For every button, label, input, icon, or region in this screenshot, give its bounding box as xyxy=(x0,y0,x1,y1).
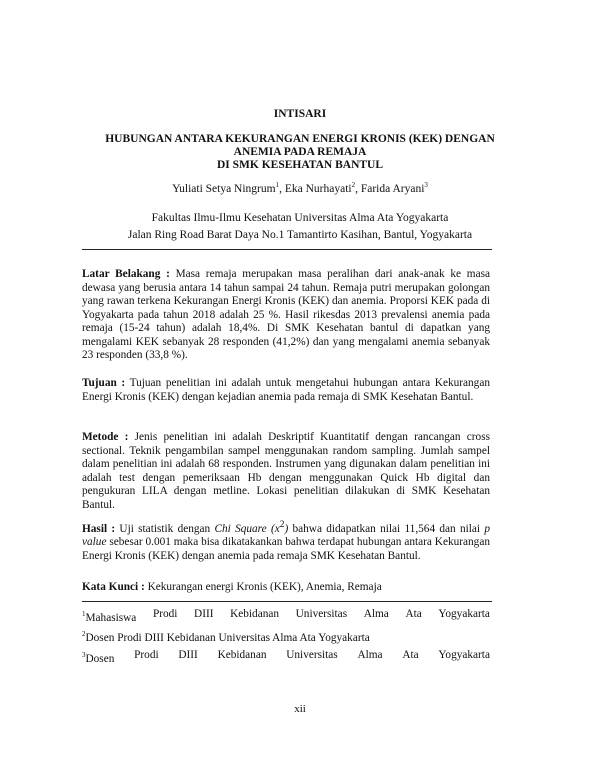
author-2: Eka Nurhayati xyxy=(284,182,352,195)
author-sep-2: , xyxy=(355,182,361,195)
footnote-2 xyxy=(82,628,490,645)
heading: INTISARI xyxy=(273,108,327,120)
hasil-text-3: sebesar 0.001 maka bisa dikatakankan bahwa terdapat hubungan antara Kekurangan Energi Kronis (KEK) dengan anemia pada remaja SMK Kesehatan Bantul. xyxy=(82,536,490,562)
top-divider xyxy=(82,249,492,250)
hasil-pvalue: p value xyxy=(82,522,490,549)
footnote-3-sup: 3 xyxy=(82,650,86,659)
title-line-1: HUBUNGAN ANTARA KEKURANGAN ENERGI KRONIS (KEK) DENGAN xyxy=(105,133,495,145)
footnote-3-word: DIII xyxy=(178,648,198,661)
footnote-3-word: Alma xyxy=(357,648,383,661)
footnote-3-word: Universitas xyxy=(286,648,338,661)
title-line-3: DI SMK KESEHATAN BANTUL xyxy=(216,159,384,171)
authors xyxy=(0,181,600,195)
footnote-divider xyxy=(82,601,492,602)
page-number: xii xyxy=(294,703,306,715)
footnote-2-sup: 2 xyxy=(82,630,86,639)
footnote-1-word: Universitas xyxy=(295,608,348,620)
kata-kunci-label: Kata Kunci : xyxy=(82,581,145,593)
latar-label: Latar Belakang : xyxy=(82,268,170,280)
footnote-2-text: Dosen Prodi DIII Kebidanan Universitas Alma Ata Yogyakarta xyxy=(85,632,370,645)
author-2-sup: 2 xyxy=(351,181,356,189)
section-latar-belakang xyxy=(82,268,490,363)
metode-label: Metode : xyxy=(82,431,129,443)
hasil-chi-close: ) xyxy=(284,522,289,535)
hasil-chi: Chi Square xyxy=(214,522,267,535)
section-tujuan xyxy=(82,377,490,404)
affiliation-line-1: Fakultas Ilmu-Ilmu Kesehatan Universitas Alma Ata Yogyakarta xyxy=(151,212,449,224)
latar-text: Masa remaja merupakan masa peralihan dari anak-anak ke masa dewasa yang berusia antara 14 tahun sampai 24 tahun. Remaja putri merupakan golongan yang rawan terkena Kekurangan Energi Kronis (KEK) dan anemia. Proporsi KEK pada di Yogyakarta pada tahun 2018 adalah 25 %. Hasil rikesdas 2013 prevalensi anemia pada remaja (15-24 tahun) adalah 18,4%. Di SMK Kesehatan bantul di dapatkan yang mengalami KEK sebanyak 28 responden (41,2%) dan yang mengalami anemia sebanyak 23 responden (33,8 %). xyxy=(82,268,491,361)
footnote-1-word: Alma xyxy=(363,608,389,620)
footnote-3-word: Ata xyxy=(402,648,419,661)
section-metode xyxy=(82,431,490,512)
footnote-1-word: Ata xyxy=(405,608,422,620)
tujuan-label: Tujuan : xyxy=(82,377,126,389)
footnote-1-word: Mahasiswa xyxy=(85,611,137,624)
kata-kunci-text: Kekurangan energi Kronis (KEK), Anemia, Remaja xyxy=(144,581,382,593)
footnote-3-word: Yogyakarta xyxy=(438,648,490,661)
footnote-1-word: Yogyakarta xyxy=(438,608,490,620)
author-3-sup: 3 xyxy=(424,181,428,189)
author-3: Farida Aryani xyxy=(360,182,425,195)
author-1: Yuliati Setya Ningrum xyxy=(172,182,276,195)
footnote-1-sup: 1 xyxy=(82,610,86,618)
footnote-1-word: DIII xyxy=(194,608,214,620)
footnote-1 xyxy=(82,608,490,625)
hasil-chi-sup: 2 xyxy=(279,520,285,530)
author-sep-1: , xyxy=(279,182,285,195)
hasil-text-1: Uji statistik dengan xyxy=(115,522,215,535)
hasil-chi-symbol: (x xyxy=(270,522,280,535)
title-line-2: ANEMIA PADA REMAJA xyxy=(233,146,367,158)
hasil-label: Hasil : xyxy=(82,522,116,535)
tujuan-text: Tujuan penelitian ini adalah untuk mengetahui hubungan antara Kekurangan Energi Kronis (KEK) dengan kejadian anemia pada remaja di SMK Kesehatan Bantul. xyxy=(82,377,490,403)
affiliation-line-2: Jalan Ring Road Barat Daya No.1 Tamantirto Kasihan, Bantul, Yogyakarta xyxy=(127,229,473,241)
footnotes xyxy=(82,608,490,666)
author-1-sup: 1 xyxy=(275,181,280,189)
footnote-1-word: Kebidanan xyxy=(230,608,280,620)
footnote-3-word: Kebidanan xyxy=(217,648,267,661)
section-hasil xyxy=(82,519,490,563)
footnote-1-word: Prodi xyxy=(152,608,178,620)
footnote-3-word: Dosen xyxy=(85,652,115,665)
hasil-text-2: bahwa didapatkan nilai 11,564 dan nilai xyxy=(288,522,485,535)
footnote-3 xyxy=(82,649,490,666)
section-kata-kunci xyxy=(82,581,490,593)
footnote-3-word: Prodi xyxy=(134,648,159,661)
metode-text: Jenis penelitian ini adalah Deskriptif Kuantitatif dengan rancangan cross sectional. Teknik pengambilan sampel menggunakan random sampling. Jumlah sampel dalam penelitian ini adalah 68 responden. Instrumen yang digunakan dalam penelitian ini adalah test dengan pemeriksaan Hb dengan menggunakan Quick Hb digital dan pengukuran LILA dengan metline. Lokasi penelitian dilakukan di SMK Kesehatan Bantul. xyxy=(82,431,490,511)
